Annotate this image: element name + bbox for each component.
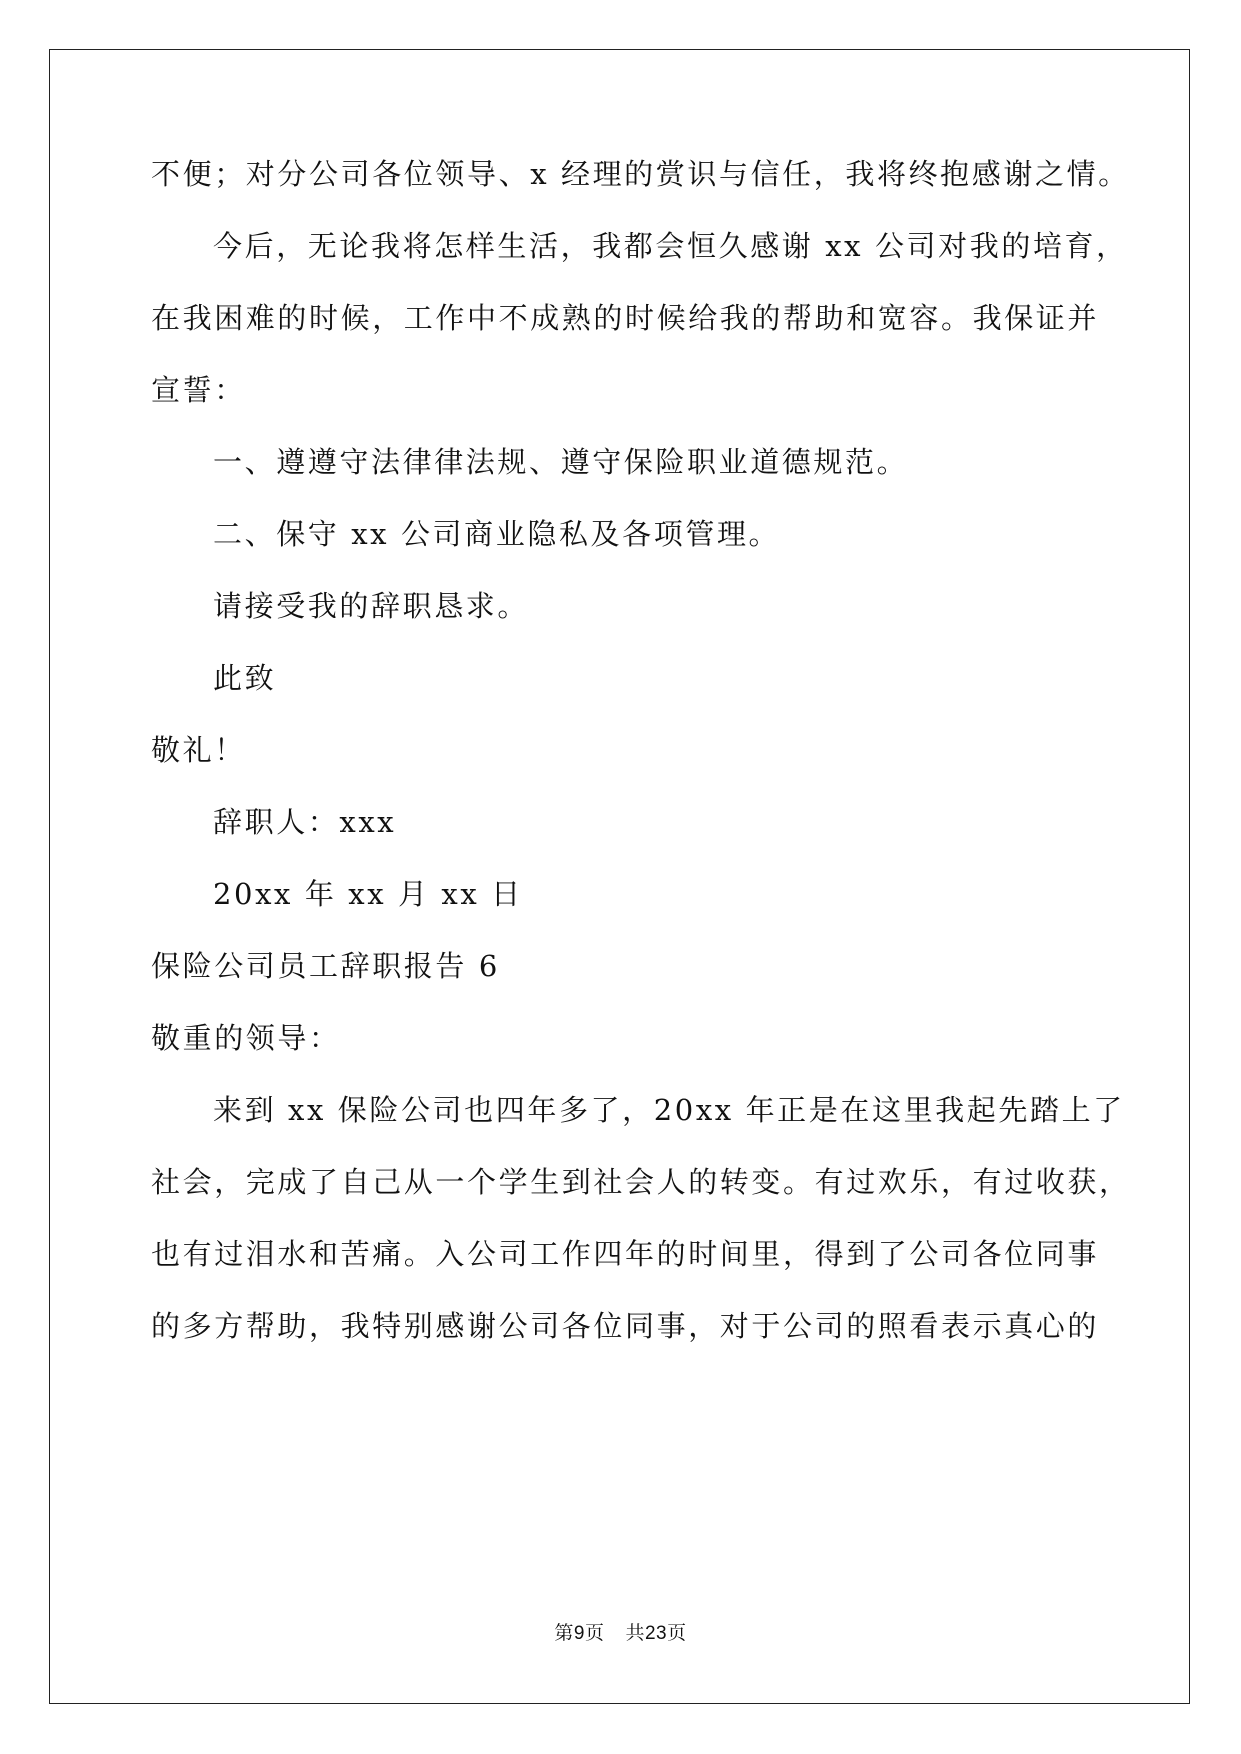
signature-line: 辞职人：xxx (213, 805, 397, 839)
footer-total-prefix: 共 (625, 1623, 645, 1644)
footer-total-pages: 23 (644, 1623, 668, 1644)
body-line-4: 宣誓： (151, 373, 246, 407)
body-line-1: 不便；对分公司各位领导、x 经理的赏识与信任，我将终抱感谢之情。 (151, 157, 1130, 191)
clause-two: 二、保守 xx 公司商业隐私及各项管理。 (213, 517, 781, 551)
section-title: 保险公司员工辞职报告 6 (151, 949, 500, 983)
footer-page-suffix: 页 (584, 1623, 605, 1644)
salutation-jingli: 敬礼！ (151, 733, 246, 767)
body-line-15: 社会，完成了自己从一个学生到社会人的转变。有过欢乐，有过收获， (151, 1165, 1131, 1199)
clause-one: 一、遵遵守法律律法规、遵守保险职业道德规范。 (213, 445, 909, 479)
footer-page-prefix: 第 (554, 1623, 574, 1644)
date-line: 20xx 年 xx 月 xx 日 (213, 877, 523, 911)
greeting-line: 敬重的领导： (151, 1021, 341, 1055)
body-line-2: 今后，无论我将怎样生活，我都会恒久感谢 xx 公司对我的培育， (213, 229, 1128, 263)
body-line-3: 在我困难的时候，工作中不成熟的时候给我的帮助和宽容。我保证并 (151, 301, 1100, 335)
footer-total-suffix: 页 (667, 1623, 687, 1644)
body-line-16: 也有过泪水和苦痛。入公司工作四年的时间里，得到了公司各位同事 (151, 1237, 1100, 1271)
body-line-14: 来到 xx 保险公司也四年多了，20xx 年正是在这里我起先踏上了 (213, 1093, 1125, 1127)
footer-page-number: 9 (573, 1623, 585, 1644)
request-line: 请接受我的辞职恳求。 (213, 589, 530, 623)
page-footer (0, 1622, 1241, 1646)
salutation-cizhi: 此致 (213, 661, 277, 695)
body-line-17: 的多方帮助，我特别感谢公司各位同事，对于公司的照看表示真心的 (151, 1309, 1100, 1343)
